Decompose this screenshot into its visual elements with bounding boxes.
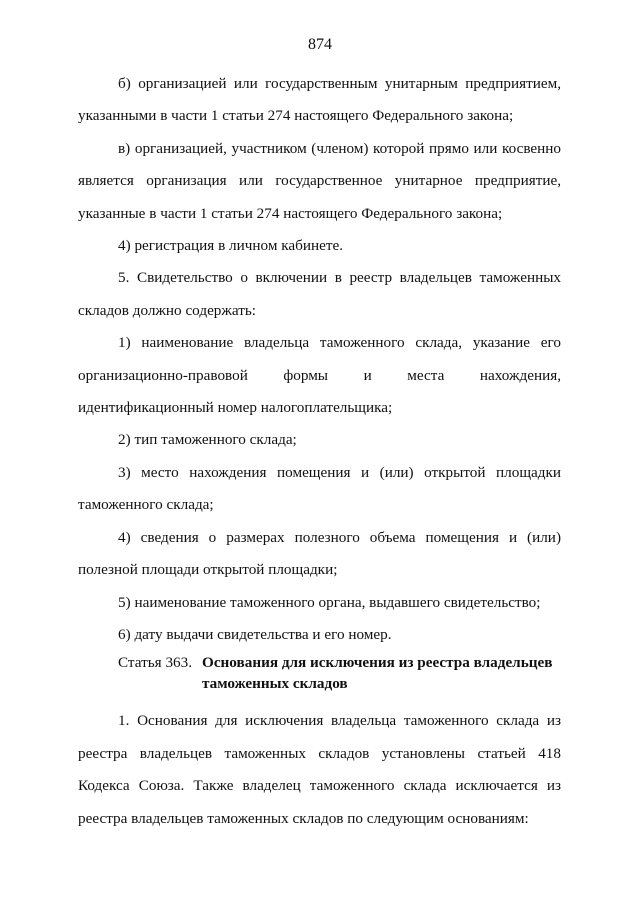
paragraph-item-v: в) организацией, участником (членом) которой прямо или косвенно является организация или государственное унитарное предприятие, указанные в части 1 статьи 274 настоящего Федерального закона; [78,139,561,222]
paragraph-article-point-1: 1. Основания для исключения владельца таможенного склада из реестра владельцев таможенных складов установлены статьей 418 Кодекса Союза. Также владелец таможенного склада исключается из реестра владельцев таможенных складов по следующим основаниям: [78,712,561,827]
article-title: Основания для исключения из реестра владельцев таможенных складов [202,654,553,693]
article-label: Статья 363. [118,654,193,672]
article-heading [78,652,561,694]
paragraph-point-5: 5. Свидетельство о включении в реестр владельцев таможенных складов должно содержать: [78,269,561,319]
paragraph-item-6: 6) дату выдачи свидетельства и его номер. [118,625,392,643]
paragraph-item-3: 3) место нахождения помещения и (или) открытой площадки таможенного склада; [78,463,561,514]
paragraph-item-b: б) организацией или государственным унитарным предприятием, указанными в части 1 статьи 274 настоящего Федерального закона; [78,75,561,125]
page-number: 874 [308,36,332,53]
paragraph-item-5: 5) наименование таможенного органа, выдавшего свидетельство; [118,593,541,611]
paragraph-item-2: 2) тип таможенного склада; [118,431,297,449]
paragraph-item-4-registration: 4) регистрация в личном кабинете. [118,237,344,255]
paragraph-item-1: 1) наименование владельца таможенного склада, указание его организационно-правовой формы и места нахождения, идентификационный номер налогоплательщика; [78,334,561,417]
paragraph-item-4: 4) сведения о размерах полезного объема помещения и (или) полезной площади открытой площадки; [78,528,561,579]
document-body [78,68,561,835]
